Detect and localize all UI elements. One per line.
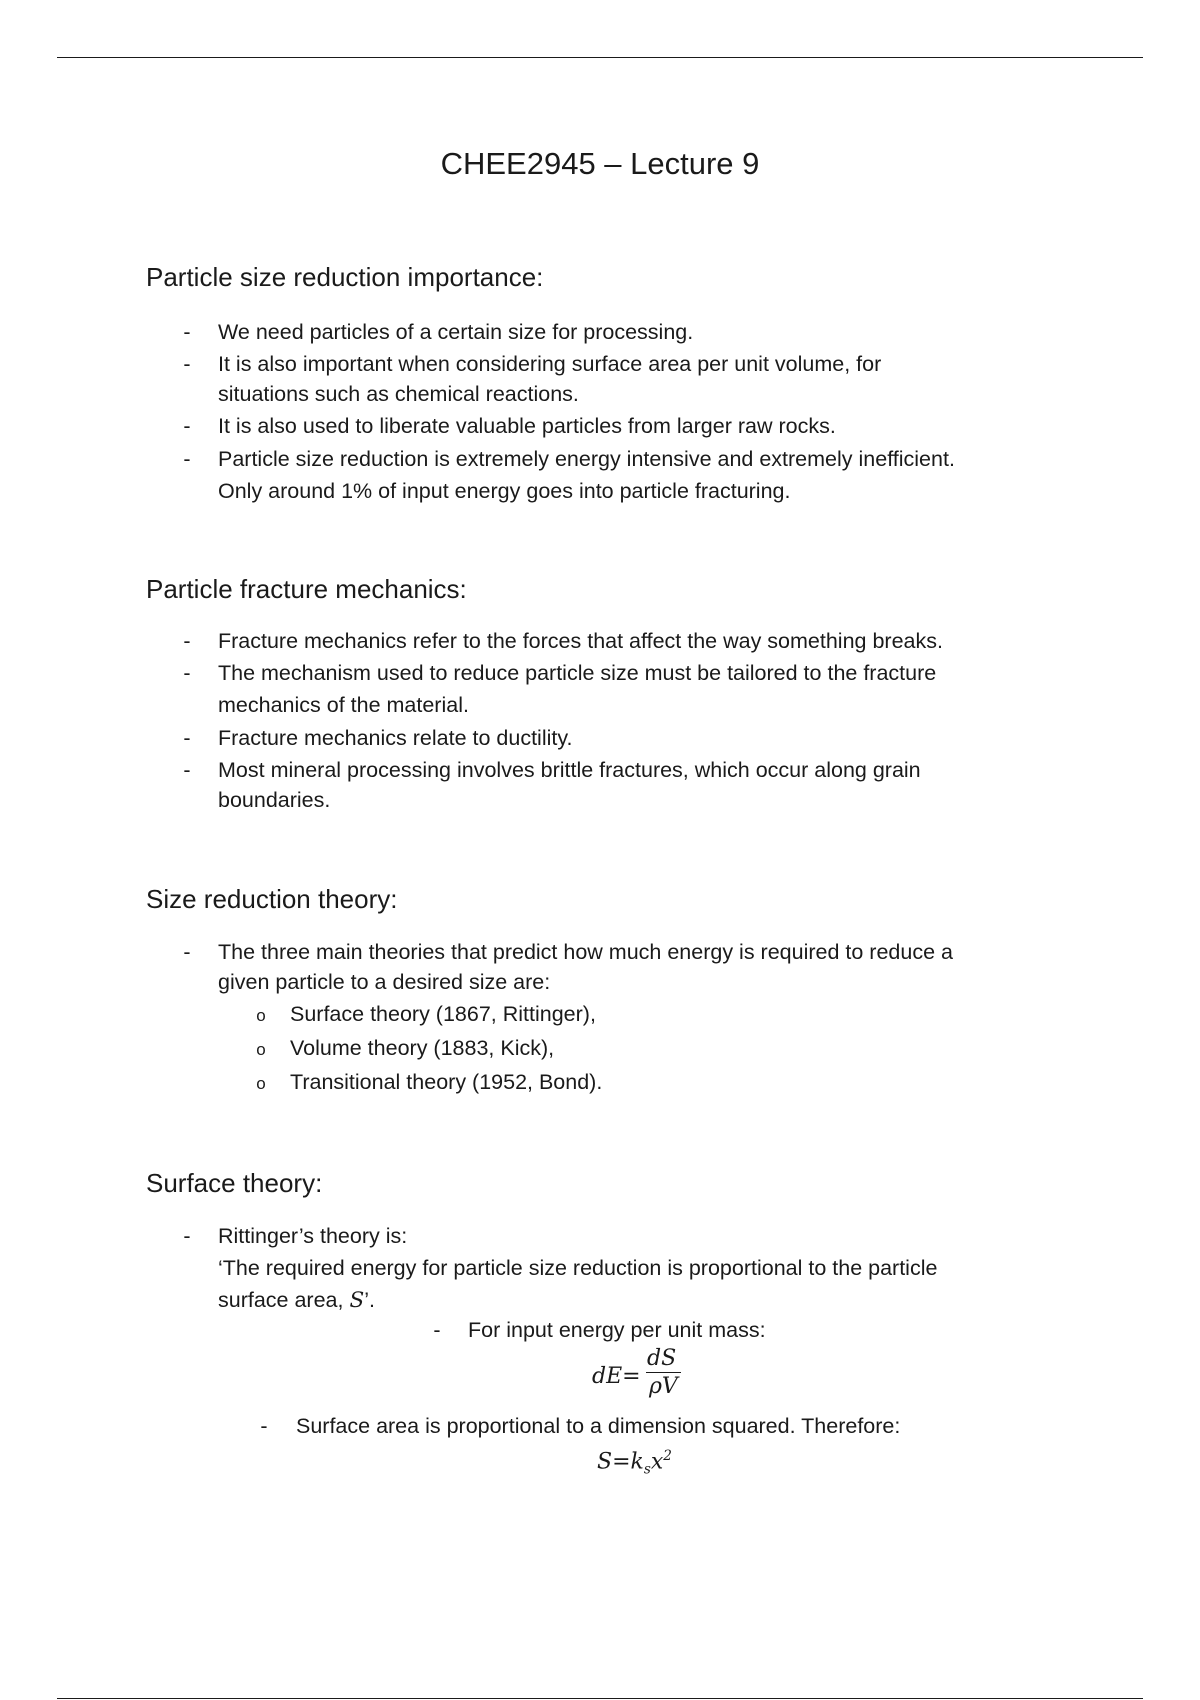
bullet-text: For input energy per unit mass: (468, 1318, 766, 1342)
sub-bullet-text: Surface theory (1867, Rittinger), (290, 1002, 596, 1026)
bullet-dash: - (183, 414, 191, 438)
bullet-dash: - (183, 352, 191, 376)
quote-text-end (218, 1288, 375, 1313)
symbol-s: S (349, 1288, 365, 1313)
eq-equals: = (622, 1364, 641, 1389)
bullet-dash: - (183, 940, 191, 964)
eq2-x: x (650, 1449, 664, 1475)
bullet-text: Most mineral processing involves brittle fractures, which occur along grain (218, 758, 921, 782)
equation-surface-area (597, 1448, 672, 1478)
bottom-rule (57, 1698, 1143, 1699)
equation-denominator: ρV (649, 1374, 678, 1399)
bullet-text: Only around 1% of input energy goes into particle fracturing. (218, 479, 791, 503)
bullet-text: Surface area is proportional to a dimension squared. Therefore: (296, 1414, 901, 1438)
equation-lhs (592, 1364, 641, 1389)
circle-bullet-icon: o (256, 1040, 266, 1059)
bullet-dash: - (183, 629, 191, 653)
quote-prefix: surface area, (218, 1288, 350, 1312)
section-heading-surface-theory: Surface theory: (146, 1168, 323, 1198)
section-heading-size-reduction: Size reduction theory: (146, 884, 398, 914)
bullet-text: mechanics of the material. (218, 693, 469, 717)
bullet-text: It is also important when considering surface area per unit volume, for (218, 352, 882, 376)
bullet-dash: - (183, 447, 191, 471)
bullet-dash: - (183, 320, 191, 344)
bullet-text: given particle to a desired size are: (218, 970, 551, 994)
eq2-k-sub: s (643, 1461, 651, 1478)
sub-bullet-text: Transitional theory (1952, Bond). (290, 1070, 603, 1094)
bullet-text: We need particles of a certain size for processing. (218, 320, 694, 344)
fraction-bar (646, 1372, 681, 1373)
bullet-dash: - (260, 1414, 268, 1438)
section-heading-fracture: Particle fracture mechanics: (146, 574, 467, 604)
bullet-text: Fracture mechanics refer to the forces that affect the way something breaks. (218, 629, 943, 653)
circle-bullet-icon: o (256, 1074, 266, 1093)
quote-suffix: ’. (364, 1288, 375, 1312)
bullet-text: Rittinger’s theory is: (218, 1224, 408, 1248)
bullet-dash: - (183, 726, 191, 750)
bullet-text: Fracture mechanics relate to ductility. (218, 726, 573, 750)
bullet-text: situations such as chemical reactions. (218, 382, 579, 406)
eq-lhs-de: dE (592, 1364, 623, 1389)
bullet-dash: - (433, 1318, 441, 1342)
top-rule (57, 57, 1143, 58)
bullet-text: The three main theories that predict how much energy is required to reduce a (218, 940, 953, 964)
page-title: CHEE2945 – Lecture 9 (440, 146, 760, 181)
circle-bullet-icon: o (256, 1006, 266, 1025)
eq2-equals: = (612, 1449, 631, 1475)
bullet-dash: - (183, 661, 191, 685)
eq2-lhs: S (597, 1449, 613, 1475)
section-heading-importance: Particle size reduction importance: (146, 262, 544, 292)
bullet-text: Particle size reduction is extremely energy intensive and extremely inefficient. (218, 447, 955, 471)
bullet-dash: - (183, 1224, 191, 1248)
eq2-k: k (630, 1449, 644, 1475)
equation-numerator: dS (647, 1346, 677, 1371)
bullet-text: It is also used to liberate valuable particles from larger raw rocks. (218, 414, 836, 438)
bullet-text: The mechanism used to reduce particle size must be tailored to the fracture (218, 661, 937, 685)
eq2-x-sup: 2 (663, 1448, 672, 1464)
bullet-dash: - (183, 758, 191, 782)
bullet-text: boundaries. (218, 788, 331, 812)
quote-text: ‘The required energy for particle size reduction is proportional to the particle (218, 1256, 938, 1280)
sub-bullet-text: Volume theory (1883, Kick), (290, 1036, 555, 1060)
